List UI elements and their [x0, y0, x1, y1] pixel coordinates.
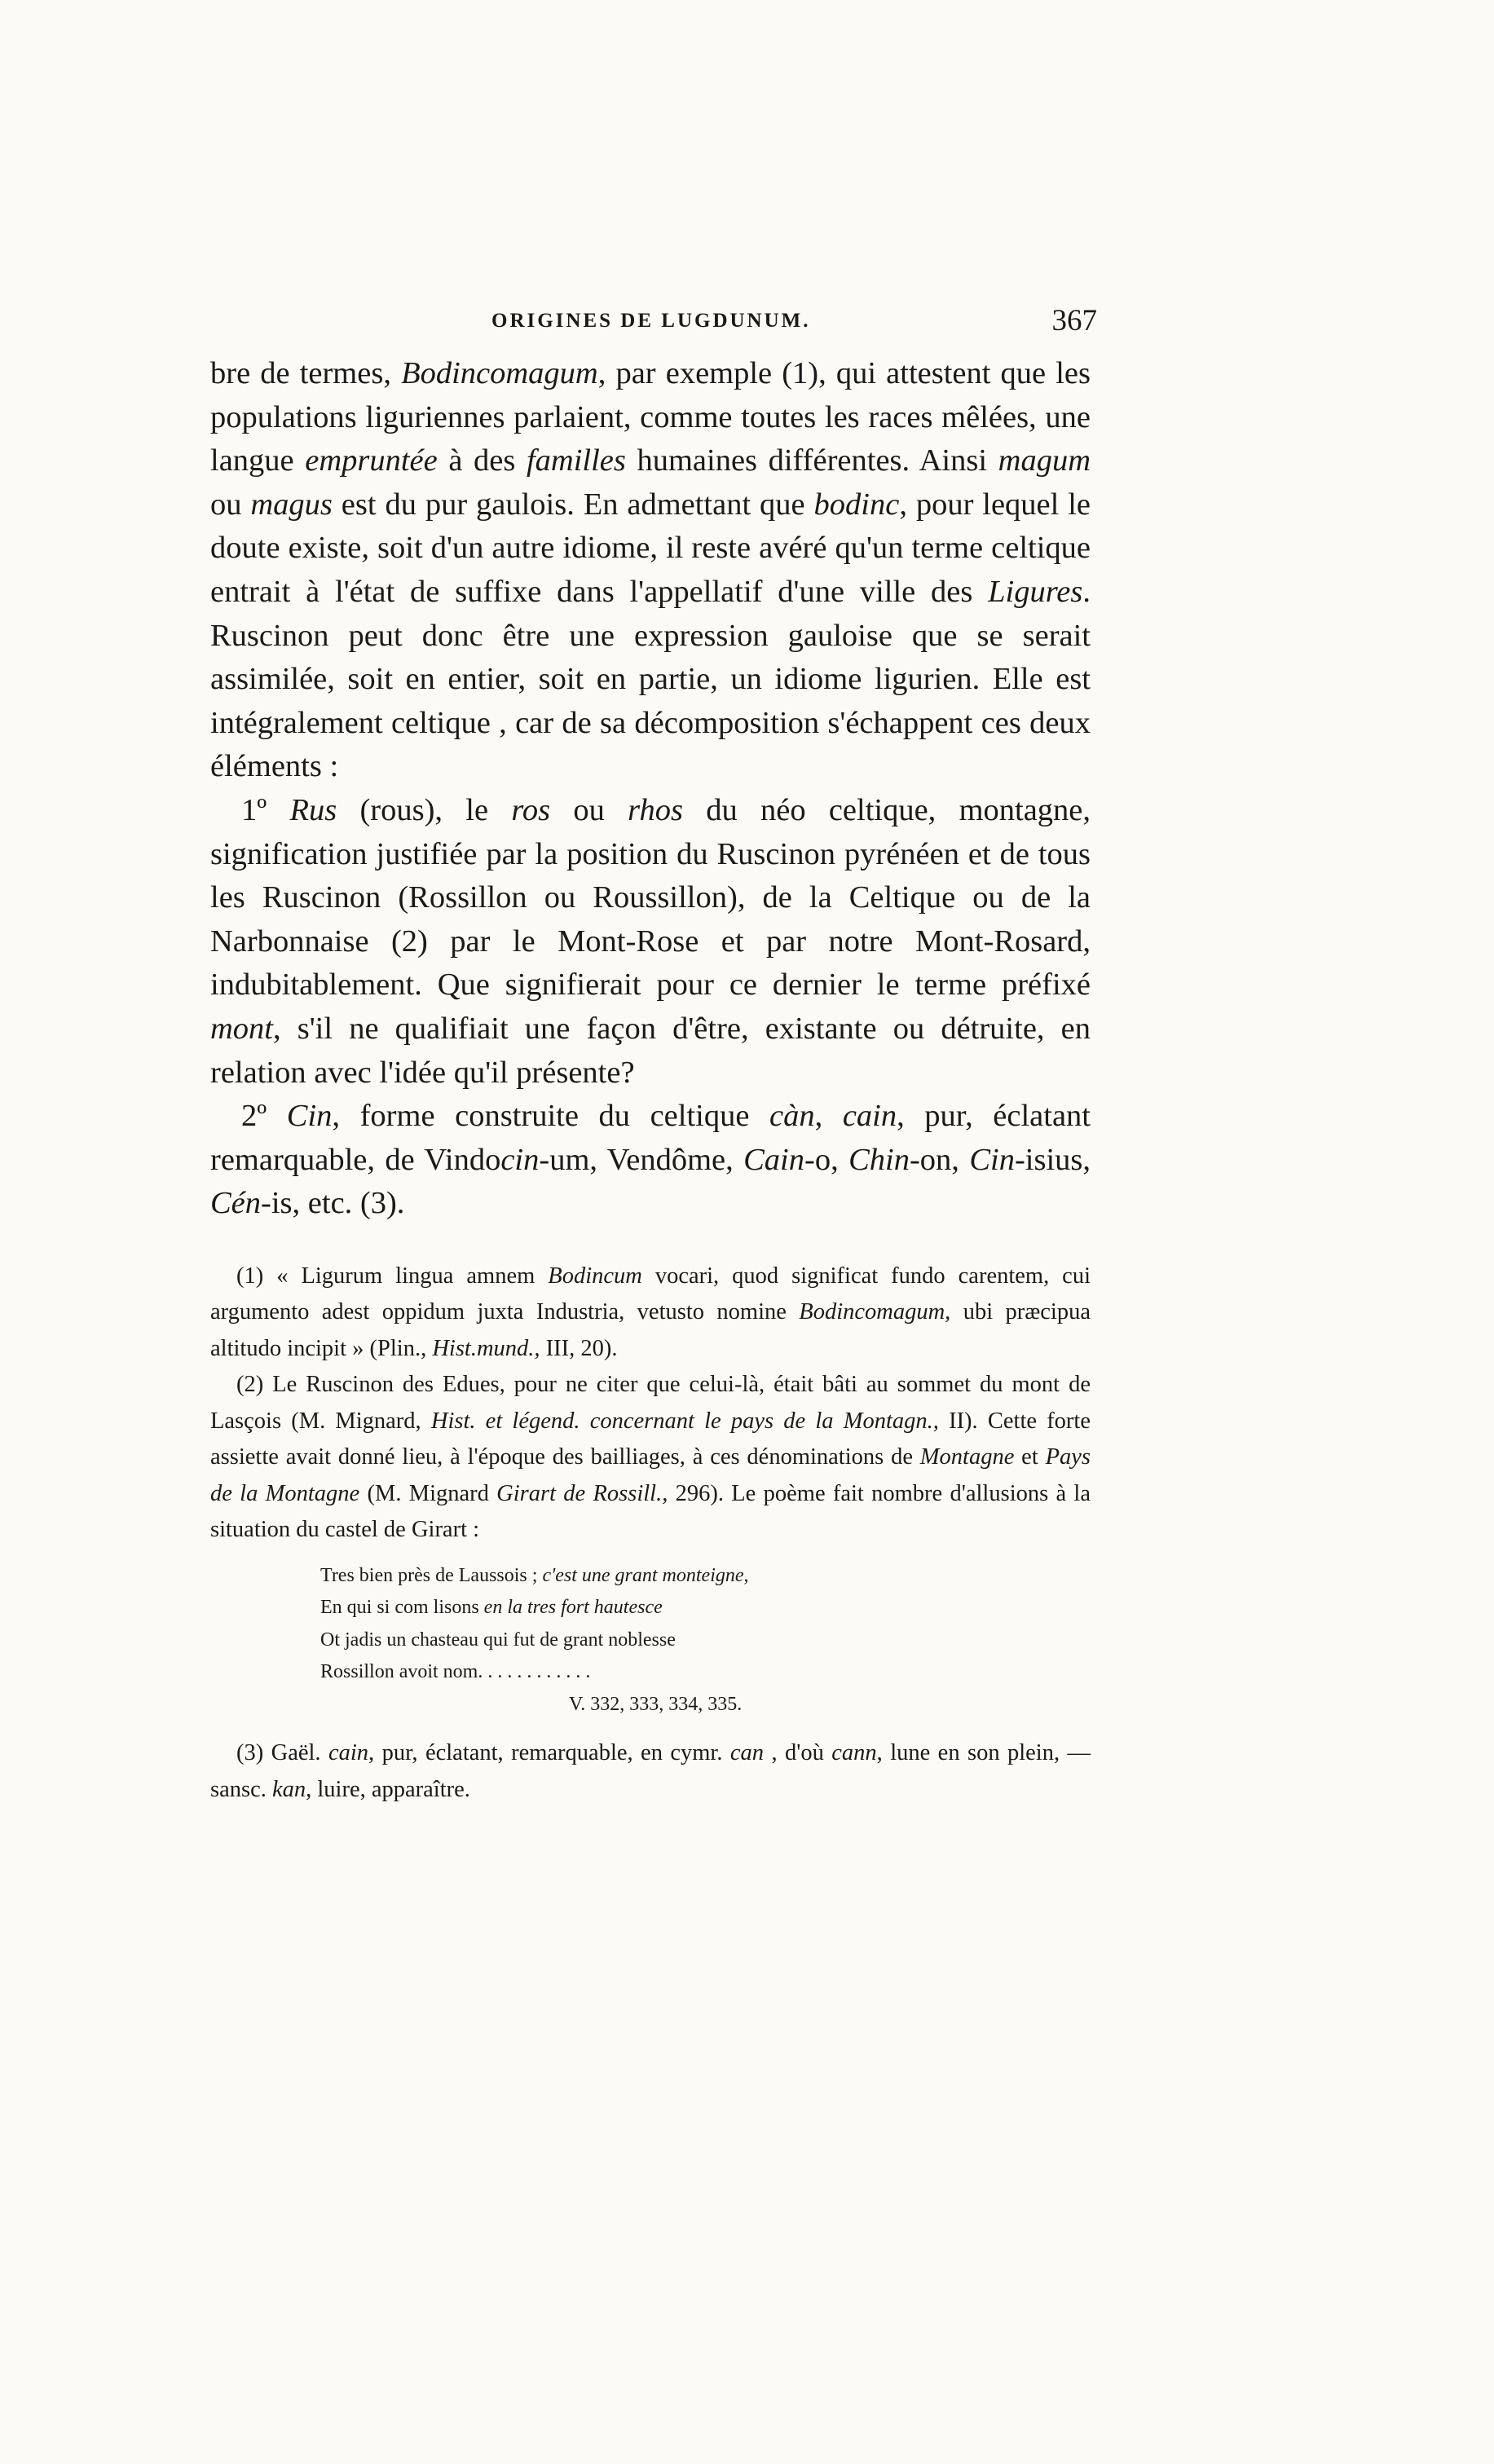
- footnote-1: (1) « Ligurum lingua amnem Bodincum vocari, quod significat fundo carentem, cui argumento adest oppidum juxta Industria, vetusto nomine Bodincomagum, ubi præcipua altitudo incipit » (Plin., Hist.mund., III, 20).: [210, 1263, 1091, 1361]
- page-number: 367: [1051, 304, 1097, 337]
- verse-reference: V. 332, 333, 334, 335.: [569, 1693, 743, 1715]
- verse-line-2: En qui si com lisons en la tres fort hautesce: [320, 1597, 663, 1619]
- running-title: ORIGINES DE LUGDUNUM.: [491, 310, 811, 332]
- footnote-2: (2) Le Ruscinon des Edues, pour ne citer que celui-là, était bâti au sommet du mont de Lasçois (M. Mignard, Hist. et légend. concernant le pays de la Montagn., II). Cette forte assiette avait donné lieu, à l'époque des bailliages, à ces dénominations de Montagne et Pays de la Montagne (M. Mignard Girart de Rossill., 296). Le poème fait nombre d'allusions à la situation du castel de Girart :: [210, 1372, 1091, 1543]
- book-page: [210, 303, 1097, 1808]
- footnote-3: (3) Gaël. cain, pur, éclatant, remarquable, en cymr. can , d'où cann, lune en son plein, — sansc. kan, luire, apparaître.: [210, 1740, 1091, 1802]
- paragraph-1: bre de termes, Bodincomagum, par exemple (1), qui attestent que les populations liguriennes parlaient, comme toutes les races mêlées, une langue empruntée à des familles humaines différentes. Ainsi magum ou magus est du pur gaulois. En admettant que bodinc, pour lequel le doute existe, soit d'un autre idiome, il reste avéré qu'un terme celtique entrait à l'état de suffixe dans l'appellatif d'une ville des Ligures. Ruscinon peut donc être une expression gauloise que se serait assimilée, soit en entier, soit en partie, un idiome ligurien. Elle est intégralement celtique , car de sa décomposition s'échappent ces deux éléments :: [210, 356, 1091, 784]
- verse-line-3: Ot jadis un chasteau qui fut de grant noblesse: [320, 1629, 676, 1651]
- paragraph-2: 1º Rus (rous), le ros ou rhos du néo celtique, montagne, signification justifiée par la position du Ruscinon pyrénéen et de tous les Ruscinon (Rossillon ou Roussillon), de la Celtique ou de la Narbonnaise (2) par le Mont-Rose et par notre Mont-Rosard, indubitablement. Que signifierait pour ce dernier le terme préfixé mont, s'il ne qualifiait une façon d'être, existante ou détruite, en relation avec l'idée qu'il présente?: [210, 792, 1091, 1090]
- verse-quotation: [320, 1560, 1091, 1721]
- page-header: [210, 303, 1097, 352]
- footnotes: [210, 1258, 1091, 1809]
- verse-line-4: Rossillon avoit nom. . . . . . . . . . . .: [320, 1661, 591, 1683]
- verse-line-1: Tres bien près de Laussois ; c'est une grant monteigne,: [320, 1564, 749, 1586]
- paragraph-3: 2º Cin, forme construite du celtique càn, cain, pur, éclatant remarquable, de Vindocin-um, Vendôme, Cain-o, Chin-on, Cin-isius, Cén-is, etc. (3).: [210, 1099, 1091, 1221]
- main-text: [210, 352, 1091, 1226]
